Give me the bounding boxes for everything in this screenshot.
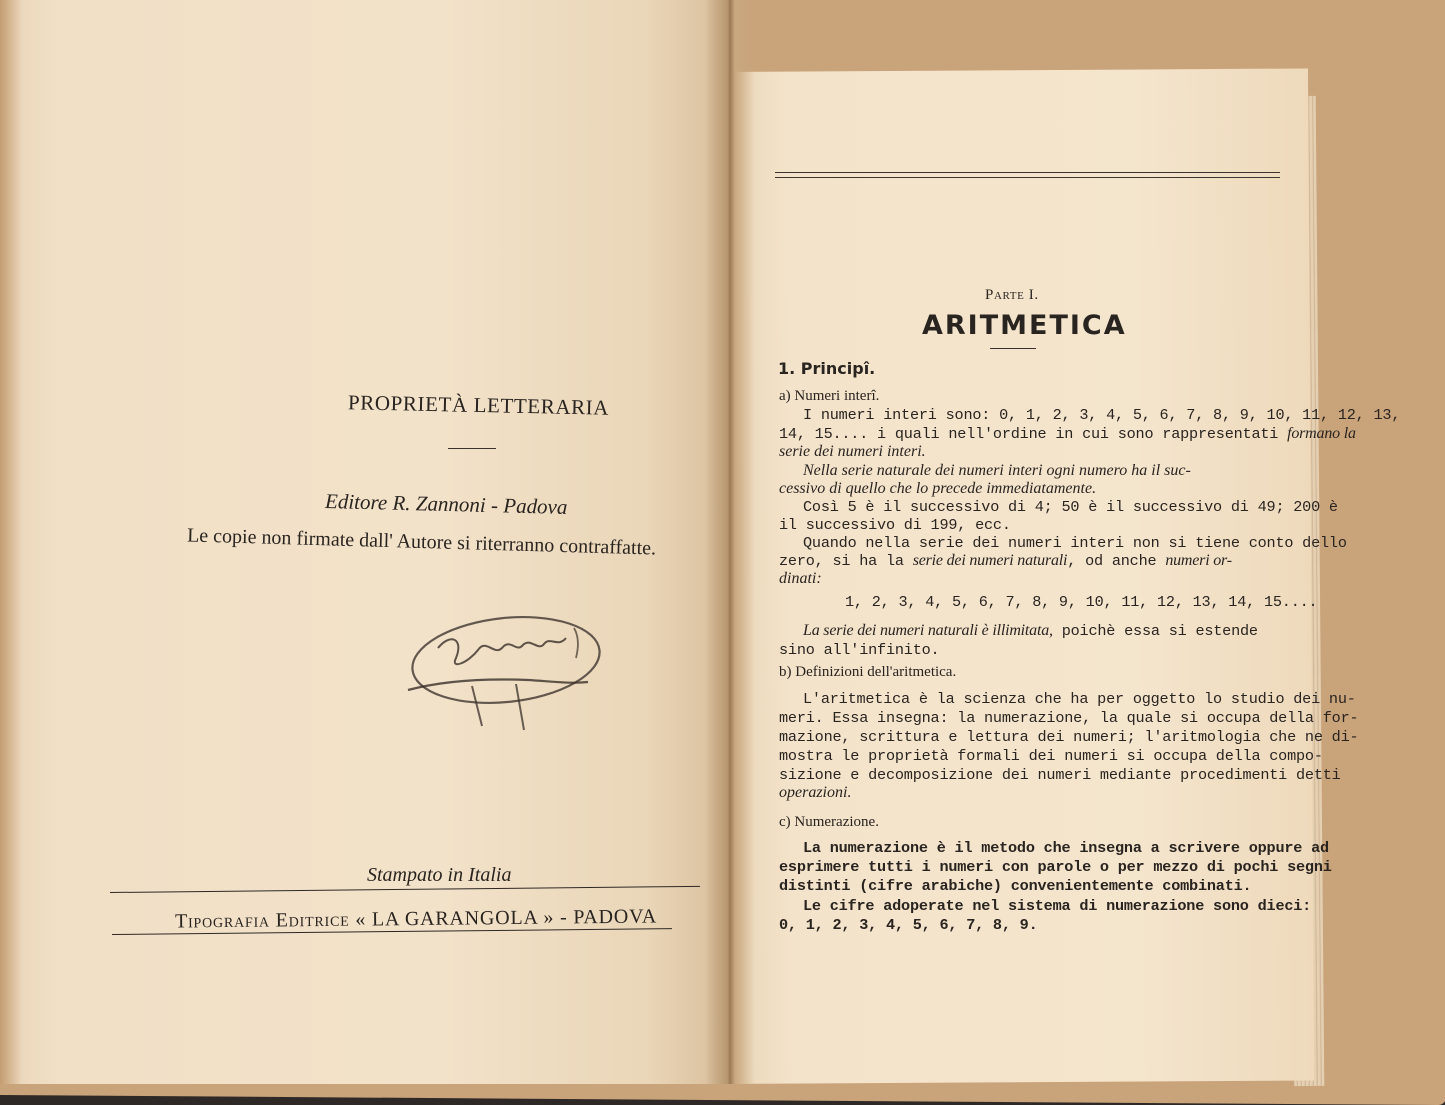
short-rule: [448, 448, 496, 449]
text-line: mostra le proprietà formali dei numeri si occupa della compo-: [779, 747, 1323, 765]
text-line: dinati:: [779, 570, 822, 587]
text-line: La serie dei numeri naturali è illimitata, poichè essa si estende: [803, 622, 1258, 640]
literary-property-heading: PROPRIETÀ LETTERARIA: [347, 390, 610, 420]
text-line: mazione, scrittura e lettura dei numeri; l'aritmologia che ne di-: [779, 728, 1359, 746]
printer-line: Tipografia Editrice « LA GARANGOLA » - PADOVA: [174, 905, 658, 933]
subsection-c-heading: c) Numerazione.: [779, 814, 879, 830]
text-line: cessivo di quello che lo precede immediatamente.: [779, 480, 1097, 497]
text-line: I numeri interi sono: 0, 1, 2, 3, 4, 5, 6, 7, 8, 9, 10, 11, 12, 13,: [803, 406, 1401, 424]
text-line: il successivo di 199, ecc.: [779, 516, 1011, 534]
author-signature-stamp: [398, 608, 606, 738]
text-line: sino all'infinito.: [779, 641, 940, 659]
subsection-b-heading: b) Definizioni dell'aritmetica.: [779, 664, 957, 680]
text-line: 14, 15.... i quali nell'ordine in cui sono rappresentati formano la: [779, 425, 1356, 443]
text-line: Così 5 è il successivo di 4; 50 è il successivo di 49; 200 è: [803, 498, 1338, 516]
part-label: Parte I.: [985, 287, 1039, 303]
text-line: Nella serie naturale dei numeri interi ogni numero ha il suc-: [803, 462, 1191, 479]
text-line: Quando nella serie dei numeri interi non si tiene conto dello: [803, 534, 1347, 552]
text-line: operazioni.: [779, 784, 852, 801]
section-heading: 1. Principî.: [778, 359, 876, 378]
number-sequence: 1, 2, 3, 4, 5, 6, 7, 8, 9, 10, 11, 12, 13, 14, 15....: [845, 593, 1318, 611]
text-line: L'aritmetica è la scienza che ha per oggetto lo studio dei nu-: [803, 690, 1356, 708]
text-line: Le cifre adoperate nel sistema di numerazione sono dieci:: [803, 897, 1312, 915]
chapter-title: ARITMETICA: [922, 310, 1127, 341]
text-line: meri. Essa insegna: la numerazione, la quale si occupa della for-: [779, 709, 1359, 727]
printed-in-italy: Stampato in Italia: [367, 864, 512, 886]
text-line: esprimere tutti i numeri con parole o per mezzo di pochi segni: [779, 858, 1332, 876]
text-line: serie dei numeri interi.: [779, 443, 926, 460]
header-rules: [775, 172, 1280, 182]
text-line: sizione e decomposizione dei numeri mediante procedimenti detti: [779, 766, 1341, 784]
copy-notice: Le copie non firmate dall' Autore si riterranno contraffatte.: [186, 524, 657, 560]
text-line: distinti (cifre arabiche) convenientemente combinati.: [779, 877, 1252, 895]
subsection-a-heading: a) Numeri interî.: [779, 388, 880, 404]
text-line: zero, si ha la serie dei numeri naturali, od anche numeri or-: [779, 552, 1232, 570]
text-line: La numerazione è il metodo che insegna a scrivere oppure ad: [803, 839, 1329, 857]
publisher-line: Editore R. Zannoni - Padova: [324, 489, 568, 519]
text-line: 0, 1, 2, 3, 4, 5, 6, 7, 8, 9.: [779, 916, 1038, 934]
book-gutter: [705, 0, 755, 1084]
title-rule: [990, 348, 1036, 349]
